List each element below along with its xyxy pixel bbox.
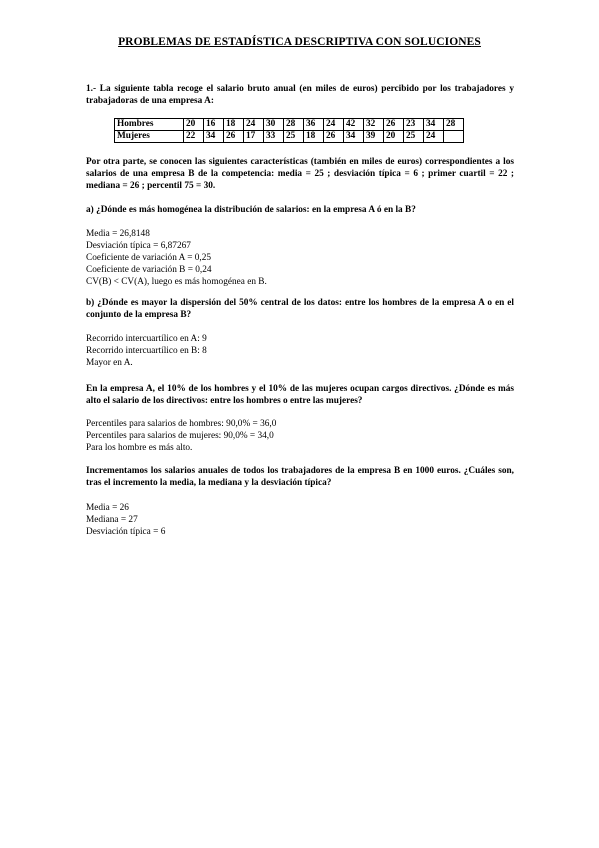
table-cell: 39 [364, 131, 384, 143]
answer-line: Percentiles para salarios de hombres: 90,0% = 36,0 [86, 419, 277, 429]
answer-line: Recorrido intercuartílico en B: 8 [86, 346, 207, 356]
table-cell: 42 [344, 119, 364, 131]
table-cell: 20 [384, 131, 404, 143]
question-d: Incrementamos los salarios anuales de todos los trabajadores de la empresa B en 1000 euros. ¿Cuáles son, tras el incremento la media, la mediana y la desviación típica? [86, 466, 514, 488]
table-cell: 34 [204, 131, 224, 143]
table-cell: 26 [324, 131, 344, 143]
answer-line: Desviación típica = 6 [86, 527, 166, 537]
table-row [115, 131, 464, 143]
salary-table [114, 118, 464, 143]
table-cell: 23 [404, 119, 424, 131]
answer-line: Media = 26 [86, 503, 129, 513]
question-a: a) ¿Dónde es más homogénea la distribución de salarios: en la empresa A ó en la B? [86, 205, 416, 215]
answer-line: Coeficiente de variación A = 0,25 [86, 253, 212, 263]
table-cell: 24 [324, 119, 344, 131]
table-cell: 22 [184, 131, 204, 143]
answer-line: Para los hombre es más alto. [86, 443, 193, 453]
answer-d [86, 502, 514, 538]
question-b: b) ¿Dónde es mayor la dispersión del 50% central de los datos: entre los hombres de la empresa A o en el conjunto de la empresa B? [86, 298, 514, 320]
table-cell: 28 [444, 119, 464, 131]
problem-intro: 1.- La siguiente tabla recoge el salario bruto anual (en miles de euros) percibido por los trabajadores y trabajadoras de una empresa A: [86, 84, 514, 106]
table-cell [444, 131, 464, 143]
table-cell: 24 [424, 131, 444, 143]
answer-line: Coeficiente de variación B = 0,24 [86, 265, 212, 275]
table-cell: 34 [344, 131, 364, 143]
answer-line: CV(B) < CV(A), luego es más homogénea en B. [86, 277, 267, 287]
table-cell: 17 [244, 131, 264, 143]
row-label: Mujeres [115, 131, 184, 143]
table-cell: 30 [264, 119, 284, 131]
table-row [115, 119, 464, 131]
question-c: En la empresa A, el 10% de los hombres y el 10% de las mujeres ocupan cargos directivos. ¿Dónde es más alto el salario de los directivos: entre los hombres o entre las mujeres? [86, 384, 514, 406]
table-cell: 18 [224, 119, 244, 131]
answer-line: Mediana = 27 [86, 515, 138, 525]
table-cell: 18 [304, 131, 324, 143]
answer-a [86, 228, 514, 288]
table-cell: 16 [204, 119, 224, 131]
row-label: Hombres [115, 119, 184, 131]
document-title: PROBLEMAS DE ESTADÍSTICA DESCRIPTIVA CON SOLUCIONES [118, 36, 481, 48]
table-cell: 34 [424, 119, 444, 131]
table-cell: 20 [184, 119, 204, 131]
table-cell: 25 [404, 131, 424, 143]
table-cell: 33 [264, 131, 284, 143]
table-cell: 24 [244, 119, 264, 131]
answer-b [86, 333, 514, 369]
answer-line: Recorrido intercuartílico en A: 9 [86, 334, 207, 344]
answer-c [86, 418, 514, 454]
table-cell: 28 [284, 119, 304, 131]
answer-line: Mayor en A. [86, 358, 133, 368]
answer-line: Percentiles para salarios de mujeres: 90,0% = 34,0 [86, 431, 274, 441]
table-cell: 26 [224, 131, 244, 143]
company-b-context: Por otra parte, se conocen las siguientes características (también en miles de euros) correspondientes a los salarios de una empresa B de la competencia: media = 25 ; desviación típica = 6 ; primer cuartil = 22 ; mediana = 26 ; percentil 75 = 30. [86, 157, 514, 191]
table-cell: 36 [304, 119, 324, 131]
table-cell: 26 [384, 119, 404, 131]
answer-line: Media = 26,8148 [86, 229, 150, 239]
answer-line: Desviación típica = 6,87267 [86, 241, 191, 251]
table-cell: 32 [364, 119, 384, 131]
table-cell: 25 [284, 131, 304, 143]
